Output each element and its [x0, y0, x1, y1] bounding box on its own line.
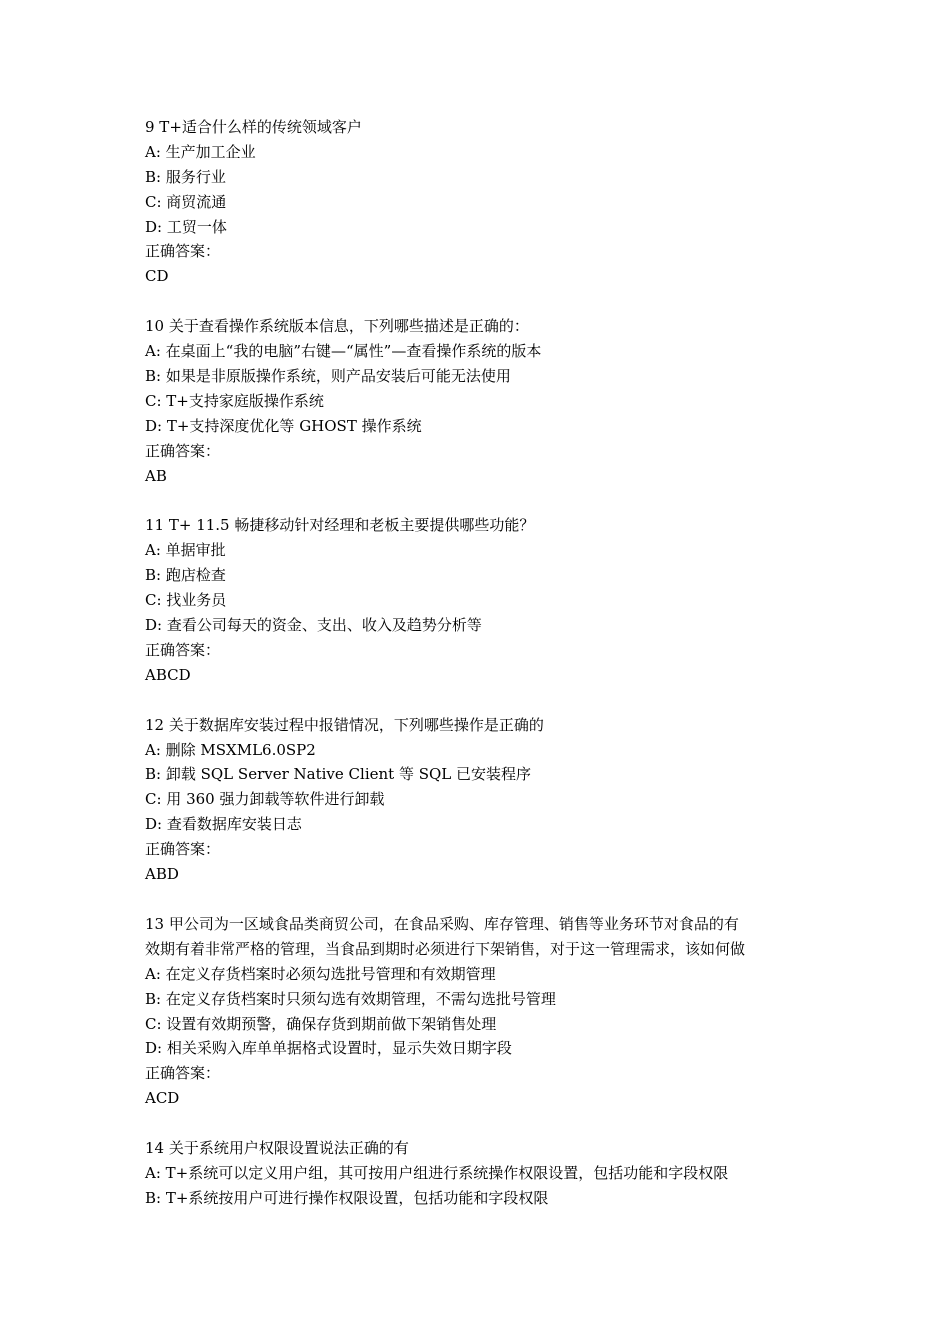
option-b: B: 跑店检查 — [145, 566, 226, 585]
option-c: C: 用 360 强力卸载等软件进行卸载 — [145, 790, 385, 809]
question-text-line-1: 13 甲公司为一区域食品类商贸公司，在食品采购、库存管理、销售等业务环节对食品的有 — [145, 914, 739, 933]
document-body — [145, 115, 845, 1236]
option-b: B: 在定义存货档案时只须勾选有效期管理，不需勾选批号管理 — [145, 989, 556, 1008]
answer-value: CD — [145, 267, 169, 286]
question-text: 14 关于系统用户权限设置说法正确的有 — [145, 1139, 409, 1158]
option-a: A: 删除 MSXML6.0SP2 — [145, 740, 316, 759]
option-d: D: T+支持深度优化等 GHOST 操作系统 — [145, 416, 422, 435]
question-text: 12 关于数据库安装过程中报错情况，下列哪些操作是正确的 — [145, 715, 544, 734]
question-text: 9 T+适合什么样的传统领域客户 — [145, 118, 362, 136]
option-d: D: 查看公司每天的资金、支出、收入及趋势分析等 — [145, 616, 482, 635]
option-b: B: 服务行业 — [145, 167, 226, 186]
answer-label: 正确答案： — [145, 840, 221, 859]
option-b: B: 如果是非原版操作系统，则产品安装后可能无法使用 — [145, 367, 511, 386]
question-12 — [145, 713, 845, 887]
option-d: D: 相关采购入库单单据格式设置时，显示失效日期字段 — [145, 1039, 512, 1058]
question-text: 11 T+ 11.5 畅捷移动针对经理和老板主要提供哪些功能？ — [145, 516, 535, 535]
answer-value: AB — [145, 466, 167, 485]
option-a: A: T+系统可以定义用户组，其可按用户组进行系统操作权限设置，包括功能和字段权限 — [145, 1163, 729, 1182]
answer-label: 正确答案： — [145, 640, 221, 659]
option-a: A: 在定义存货档案时必须勾选批号管理和有效期管理 — [145, 964, 496, 983]
question-text: 10 关于查看操作系统版本信息，下列哪些描述是正确的： — [145, 317, 529, 336]
option-d: D: 工贸一体 — [145, 217, 227, 236]
answer-value: ABD — [145, 865, 179, 884]
question-10 — [145, 314, 845, 488]
option-c: C: 商贸流通 — [145, 192, 227, 211]
option-d: D: 查看数据库安装日志 — [145, 815, 302, 834]
option-c: C: T+支持家庭版操作系统 — [145, 391, 324, 410]
question-11 — [145, 513, 845, 687]
answer-label: 正确答案： — [145, 1064, 221, 1083]
question-13 — [145, 912, 845, 1111]
option-a: A: 在桌面上“我的电脑”右键—“属性”—查看操作系统的版本 — [145, 342, 542, 361]
answer-value: ABCD — [145, 665, 191, 684]
option-a: A: 生产加工企业 — [145, 142, 256, 161]
option-b: B: T+系统按用户可进行操作权限设置，包括功能和字段权限 — [145, 1188, 549, 1207]
answer-value: ACD — [145, 1089, 180, 1108]
option-c: C: 设置有效期预警，确保存货到期前做下架销售处理 — [145, 1014, 497, 1033]
option-c: C: 找业务员 — [145, 591, 227, 610]
option-a: A: 单据审批 — [145, 541, 226, 560]
question-14 — [145, 1136, 845, 1211]
answer-label: 正确答案： — [145, 441, 221, 460]
option-b: B: 卸载 SQL Server Native Client 等 SQL 已安装程序 — [145, 765, 532, 784]
question-text-line-2: 效期有着非常严格的管理，当食品到期时必须进行下架销售，对于这一管理需求，该如何做 — [145, 939, 746, 958]
question-9 — [145, 115, 845, 289]
answer-label: 正确答案： — [145, 242, 221, 261]
